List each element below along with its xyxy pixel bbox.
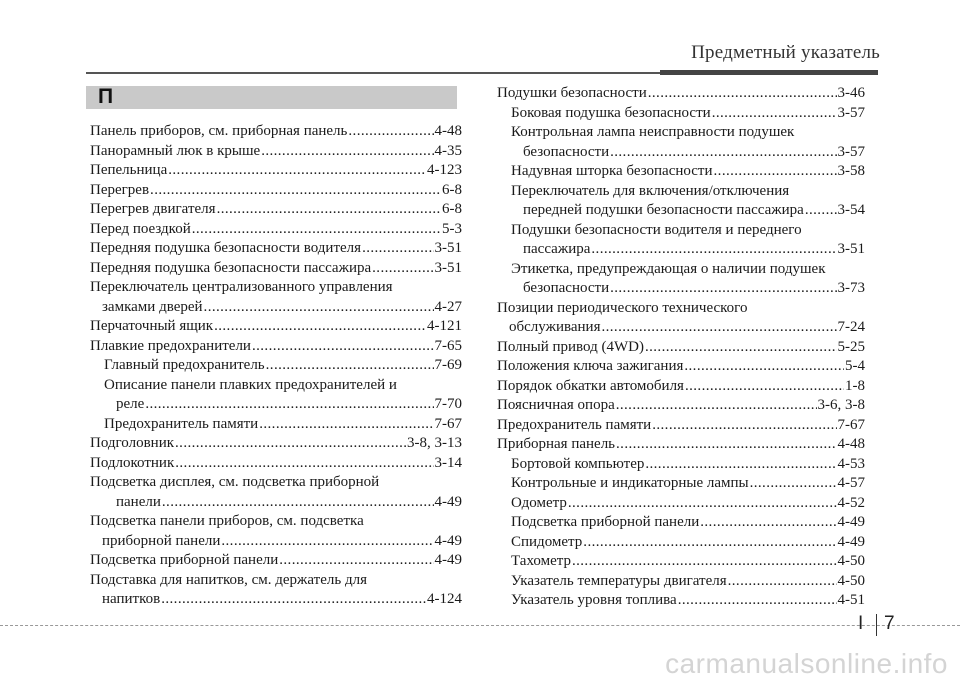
index-entry: Панель приборов, см. приборная панель ..... 4-48 [90, 122, 462, 142]
index-entry: Передняя подушка безопасности пассажира ..... 3-51 [90, 259, 462, 279]
index-subentry: Боковая подушка безопасности ..... 3-57 [497, 104, 865, 124]
index-entry: Переключатель централизованного управления [90, 279, 393, 295]
index-subentry: Предохранитель памяти ..... 7-67 [90, 415, 462, 435]
index-subentry: Бортовой компьютер ..... 4-53 [497, 455, 865, 475]
index-subentry: Спидометр ..... 4-49 [497, 533, 865, 553]
index-subentry: Контрольные и индикаторные лампы ..... 4-57 [497, 474, 865, 494]
index-entry: Приборная панель ..... 4-48 [497, 435, 865, 455]
index-subentry: Указатель температуры двигателя ..... 4-50 [497, 572, 865, 592]
index-subentry: Надувная шторка безопасности ..... 3-58 [497, 162, 865, 182]
index-subentry: Одометр ..... 4-52 [497, 494, 865, 514]
section-letter-bar [86, 86, 457, 109]
index-subentry: Описание панели плавких предохранителей и [104, 376, 397, 393]
index-entry: Подголовник ..... 3-8, 3-13 [90, 434, 462, 454]
index-entry: Плавкие предохранители ..... 7-65 [90, 337, 462, 357]
watermark: carmanualsonline.info [665, 648, 948, 679]
index-entry: Подсветка приборной панели ..... 4-49 [90, 551, 462, 571]
index-column-left [90, 122, 462, 610]
index-entry: Перегрев двигателя ..... 6-8 [90, 200, 462, 220]
index-subentry: передней подушки безопасности пассажира ..... 3-54 [497, 201, 865, 221]
footer-dashed-rule [0, 625, 960, 626]
index-entry: обслуживания ..... 7-24 [497, 318, 865, 338]
footer-section-number: I [858, 613, 864, 634]
index-entry: Подсветка панели приборов, см. подсветка [90, 513, 364, 529]
index-entry: Подушки безопасности ..... 3-46 [497, 84, 865, 104]
index-entry: Пепельница ..... 4-123 [90, 161, 462, 181]
index-entry: Панорамный люк в крыше ..... 4-35 [90, 142, 462, 162]
index-subentry: Контрольная лампа неисправности подушек [511, 124, 795, 140]
page-header-title: Предметный указатель [691, 42, 880, 63]
index-entry: Положения ключа зажигания ..... 5-4 [497, 357, 865, 377]
index-entry: панели ..... 4-49 [90, 493, 462, 513]
index-subentry: реле ..... 7-70 [90, 395, 462, 415]
index-entry: Полный привод (4WD) ..... 5-25 [497, 338, 865, 358]
section-letter: П [98, 85, 114, 108]
index-subentry: безопасности ..... 3-57 [497, 143, 865, 163]
index-column-right [497, 84, 865, 611]
index-entry: Порядок обкатки автомобиля ..... 1-8 [497, 377, 865, 397]
index-entry: Позиции периодического технического [497, 299, 748, 316]
index-entry: Подставка для напитков, см. держатель для [90, 571, 367, 588]
index-entry: Перед поездкой ..... 5-3 [90, 220, 462, 240]
index-subentry: Подсветка приборной панели ..... 4-49 [497, 513, 865, 533]
header-rule-accent [660, 70, 878, 75]
index-entry: Передняя подушка безопасности водителя ..... 3-51 [90, 239, 462, 259]
footer-page-number: 7 [884, 613, 895, 634]
index-entry: Предохранитель памяти ..... 7-67 [497, 416, 865, 436]
index-subentry: Тахометр ..... 4-50 [497, 552, 865, 572]
index-entry: замками дверей ..... 4-27 [90, 298, 462, 318]
index-subentry: Переключатель для включения/отключения [511, 182, 790, 199]
index-entry: Подлокотник ..... 3-14 [90, 454, 462, 474]
index-subentry: Главный предохранитель ..... 7-69 [90, 356, 462, 376]
index-subentry: безопасности ..... 3-73 [497, 279, 865, 299]
index-entry: Перчаточный ящик ..... 4-121 [90, 317, 462, 337]
index-subentry: Указатель уровня топлива ..... 4-51 [497, 591, 865, 611]
footer-separator [876, 614, 877, 636]
index-subentry: Этикетка, предупреждающая о наличии подушек [511, 260, 826, 277]
index-entry: Подсветка дисплея, см. подсветка приборной [90, 474, 380, 490]
index-subentry: пассажира ..... 3-51 [497, 240, 865, 260]
index-entry: напитков ..... 4-124 [90, 590, 462, 610]
index-entry: Перегрев ..... 6-8 [90, 181, 462, 201]
index-entry: Поясничная опора ..... 3-6, 3-8 [497, 396, 865, 416]
index-subentry: Подушки безопасности водителя и переднего [511, 221, 802, 238]
index-entry: приборной панели ..... 4-49 [90, 532, 462, 552]
